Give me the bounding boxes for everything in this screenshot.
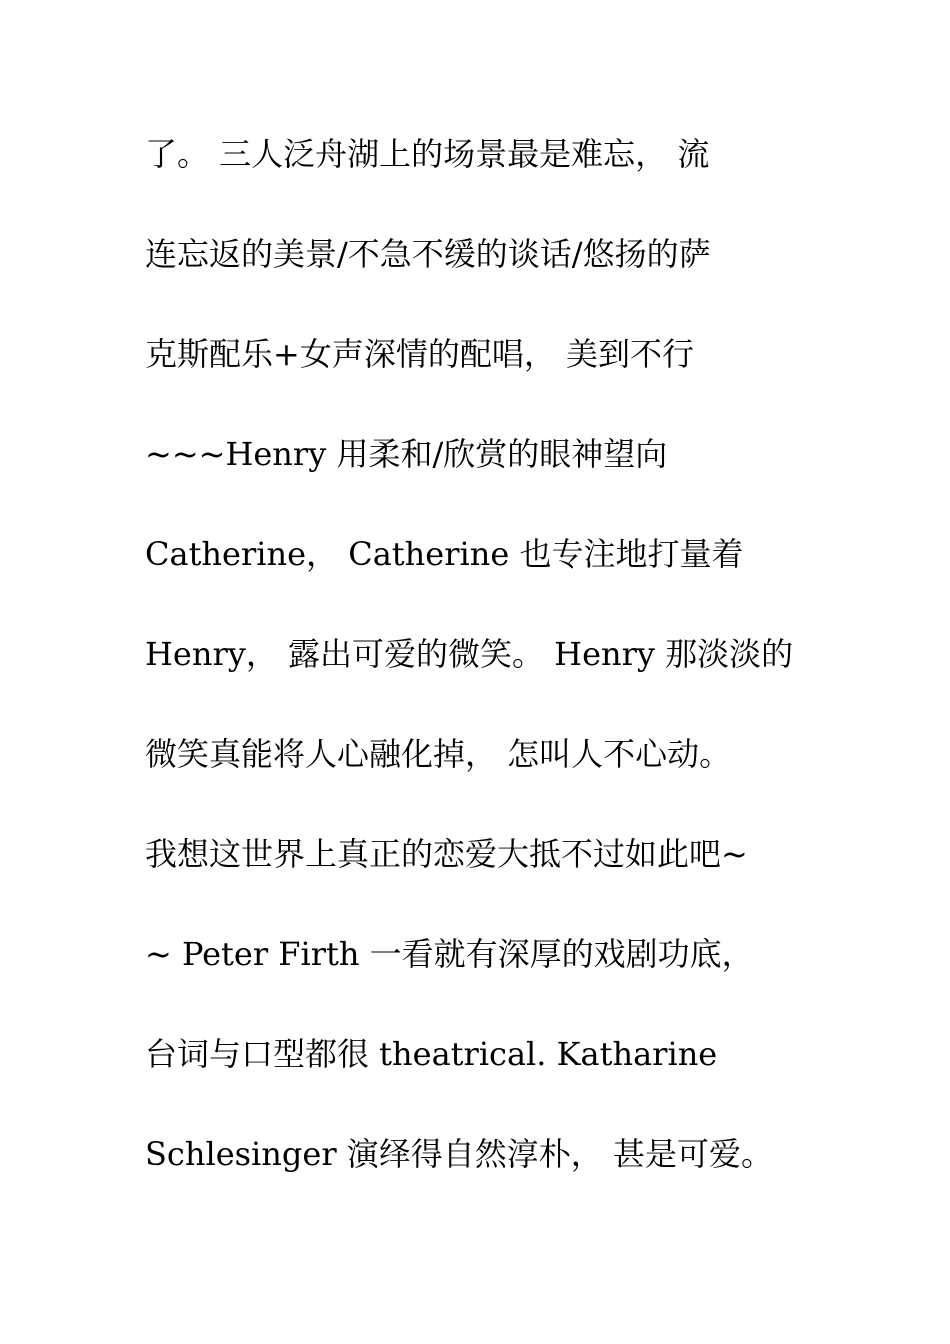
text-line-7: 微笑真能将人心融化掉， 怎叫人不心动。 xyxy=(145,735,732,773)
text-line-1: 了。 三人泛舟湖上的场景最是难忘， 流 xyxy=(145,135,710,173)
text-line-9: ~ Peter Firth 一看就有深厚的戏剧功底， xyxy=(145,935,754,973)
text-line-5: Catherine， Catherine 也专注地打量着 xyxy=(145,535,744,573)
text-line-2: 连忘返的美景/不急不缓的谈话/悠扬的萨 xyxy=(145,235,711,273)
text-line-6: Henry， 露出可爱的微笑。 Henry 那淡淡的 xyxy=(145,635,794,673)
text-line-4: ~~~Henry 用柔和/欣赏的眼神望向 xyxy=(145,435,668,473)
body-text xyxy=(145,122,825,1222)
text-line-8: 我想这世界上真正的恋爱大抵不过如此吧~ xyxy=(145,835,748,873)
text-line-3: 克斯配乐+女声深情的配唱， 美到不行 xyxy=(145,335,694,373)
text-line-11: Schlesinger 演绎得自然淳朴， 甚是可爱。 xyxy=(145,1135,773,1173)
text-line-10: 台词与口型都很 theatrical. Katharine xyxy=(145,1035,718,1073)
